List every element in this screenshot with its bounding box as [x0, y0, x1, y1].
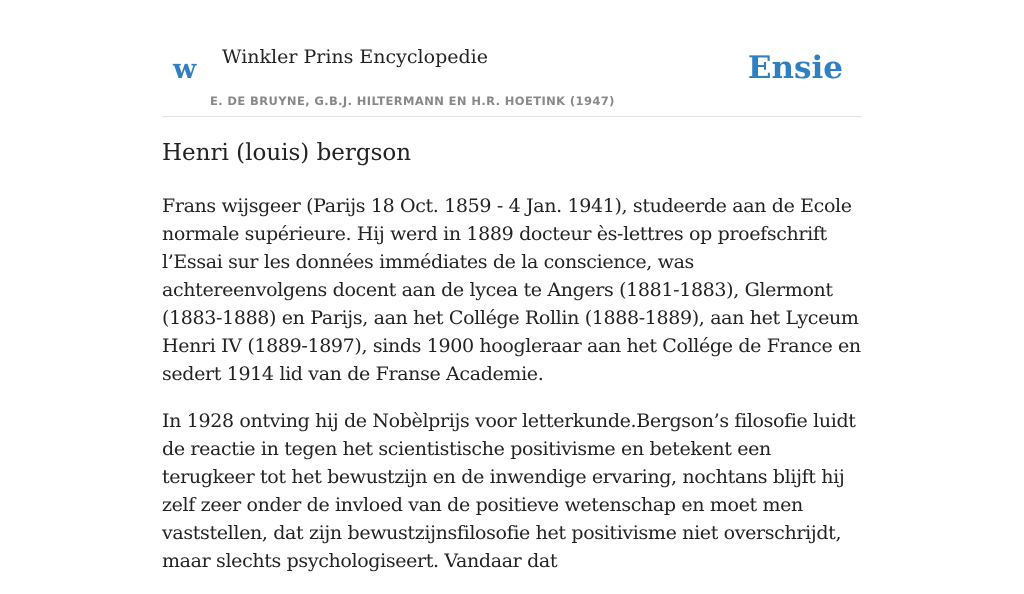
ensie-logo-link[interactable]: Ensie: [747, 50, 843, 86]
article-title: Henri (louis) bergson: [162, 140, 412, 166]
article-paragraph: Frans wijsgeer (Parijs 18 Oct. 1859 - 4 Jan. 1941), studeerde aan de Ecole normale supérieure. Hij werd in 1889 docteur ès-lettres op proefschrift l’Essai sur les données immédiates de la conscience, was achtereenvolgens docent aan de lycea te Angers (1881-1883), Glermont (1883-1888) en Parijs, aan het Collége Rollin (1888-1889), aan het Lyceum Henri IV (1889-1897), sinds 1900 hoogleraar aan het Collége de France en sedert 1914 lid van de Franse Academie.: [162, 195, 861, 385]
source-logo-icon: w: [173, 54, 197, 85]
source-authors: E. DE BRUYNE, G.B.J. HILTERMANN EN H.R. HOETINK (1947): [210, 94, 615, 108]
source-title[interactable]: Winkler Prins Encyclopedie: [222, 46, 488, 68]
source-header: [162, 0, 862, 117]
article-paragraph: In 1928 ontving hij de Nobèlprijs voor letterkunde.Bergson’s filosofie luidt de reactie in tegen het scientistische positivisme en betekent een terugkeer tot het bewustzijn en de inwendige ervaring, nochtans blijft hij zelf zeer onder de invloed van de positieve wetenschap en moet men vaststellen, dat zijn bewustzijnsfilosofie het positivisme niet overschrijdt, maar slechts psychologiseert. Vandaar dat: [162, 410, 856, 572]
article-body: [162, 192, 862, 594]
